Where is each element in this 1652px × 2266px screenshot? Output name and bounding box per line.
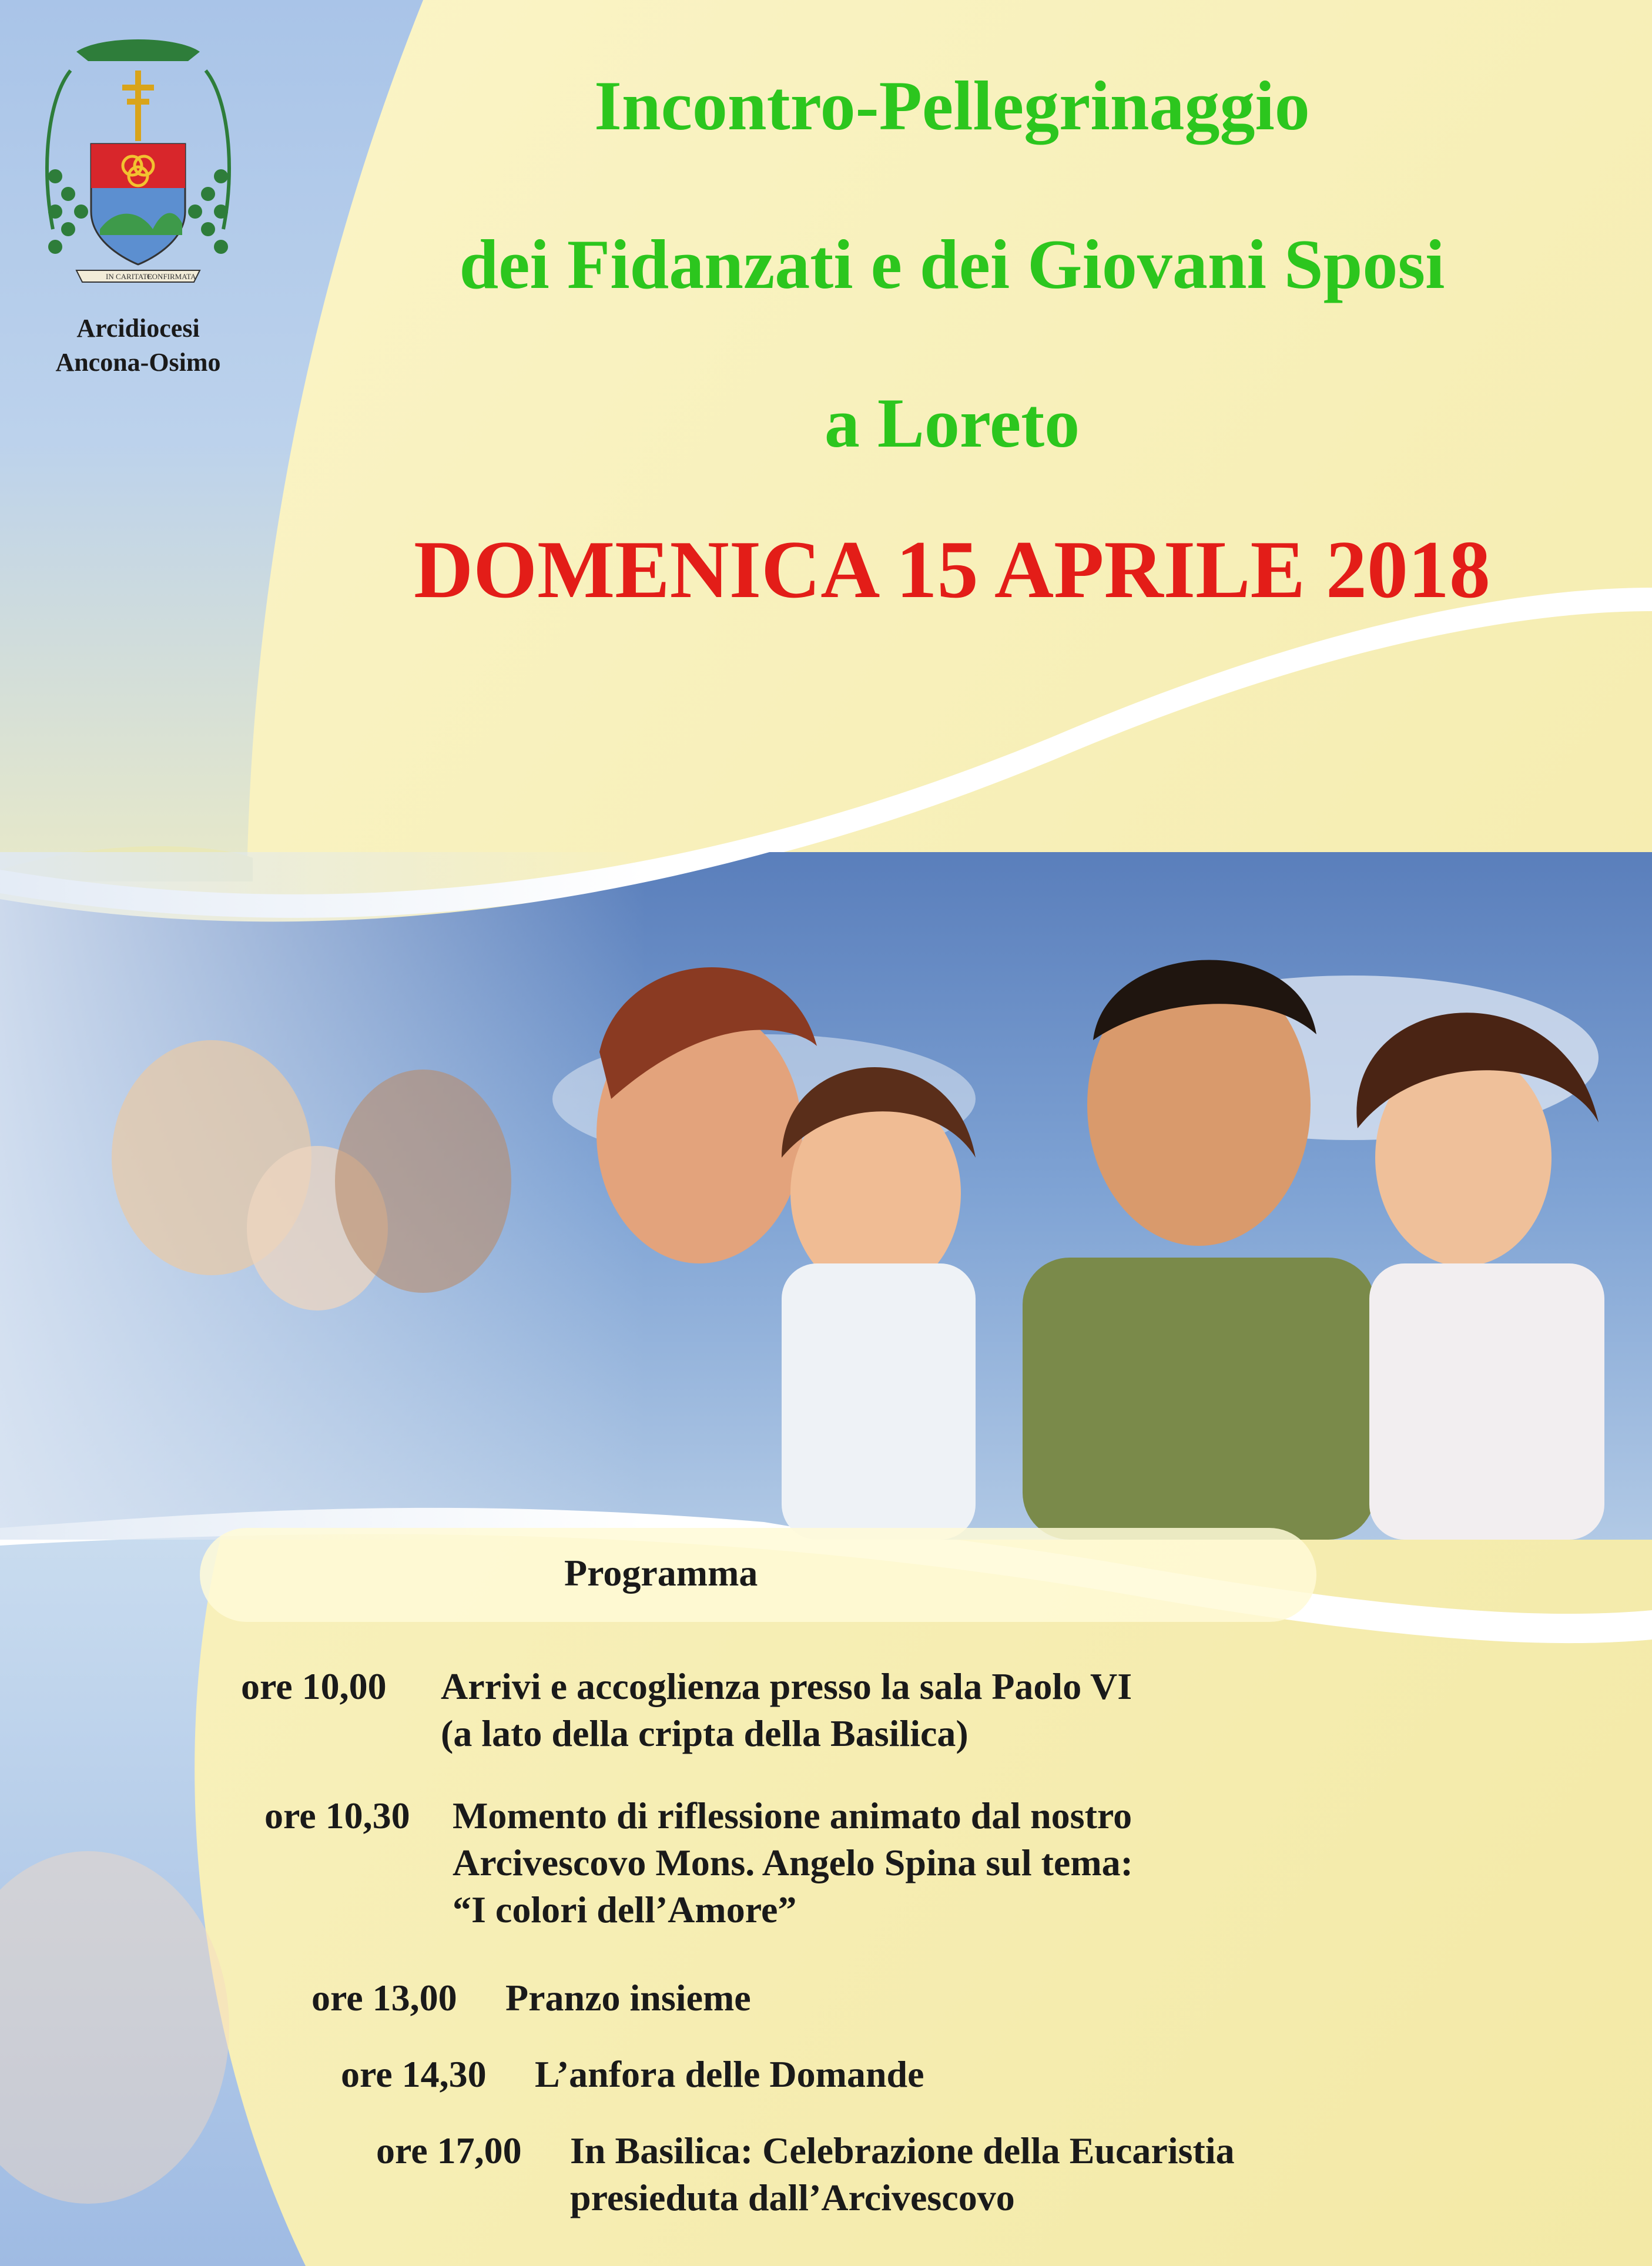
- program-item: [341, 2051, 924, 2098]
- program-item-time: ore 10,30: [264, 1795, 410, 1836]
- program-item-line: (a lato della cripta della Basilica): [441, 1712, 969, 1754]
- program-heading-banner: [200, 1528, 1316, 1622]
- crest-motto-left: IN CARITATE: [106, 272, 152, 281]
- program-item-line: Arcivescovo Mons. Angelo Spina sul tema:: [453, 1842, 1133, 1883]
- program-item-line: Momento di riflessione animato dal nostro: [453, 1795, 1132, 1836]
- program-item: [264, 1792, 1133, 1933]
- program-item: [376, 2127, 1235, 2221]
- program-item-time: ore 17,00: [376, 2130, 522, 2171]
- program-item: [241, 1663, 1132, 1757]
- family-photo: [0, 852, 1652, 1540]
- program-item-time: ore 13,00: [311, 1977, 457, 2019]
- organization-line-2: Ancona-Osimo: [55, 348, 221, 377]
- program-item-line: Pranzo insieme: [505, 1977, 751, 2019]
- organization-line-1: Arcidiocesi: [76, 314, 200, 343]
- title-line-2: dei Fidanzati e dei Giovani Sposi: [459, 225, 1445, 303]
- crest-motto-right: CONFIRMATA: [147, 272, 196, 281]
- program-item-line: “I colori dell’Amore”: [453, 1889, 797, 1930]
- program-item-line: L’anfora delle Domande: [535, 2053, 924, 2095]
- program-item: [311, 1975, 751, 2022]
- organization-name: [24, 311, 253, 380]
- program-heading: Programma: [564, 1552, 758, 1594]
- title-line-1: Incontro-Pellegrinaggio: [594, 66, 1310, 145]
- program-item-line: In Basilica: Celebrazione della Eucaristia: [570, 2130, 1235, 2171]
- archdiocese-crest-icon: [35, 35, 241, 294]
- program-item-line: Arrivi e accoglienza presso la sala Paolo VI: [441, 1665, 1132, 1707]
- program-item-time: ore 10,00: [241, 1665, 387, 1707]
- title-line-3: a Loreto: [824, 384, 1080, 462]
- program-item-line: presieduta dall’Arcivescovo: [570, 2177, 1015, 2218]
- event-date: DOMENICA 15 APRILE 2018: [414, 524, 1490, 615]
- program-item-time: ore 14,30: [341, 2053, 487, 2095]
